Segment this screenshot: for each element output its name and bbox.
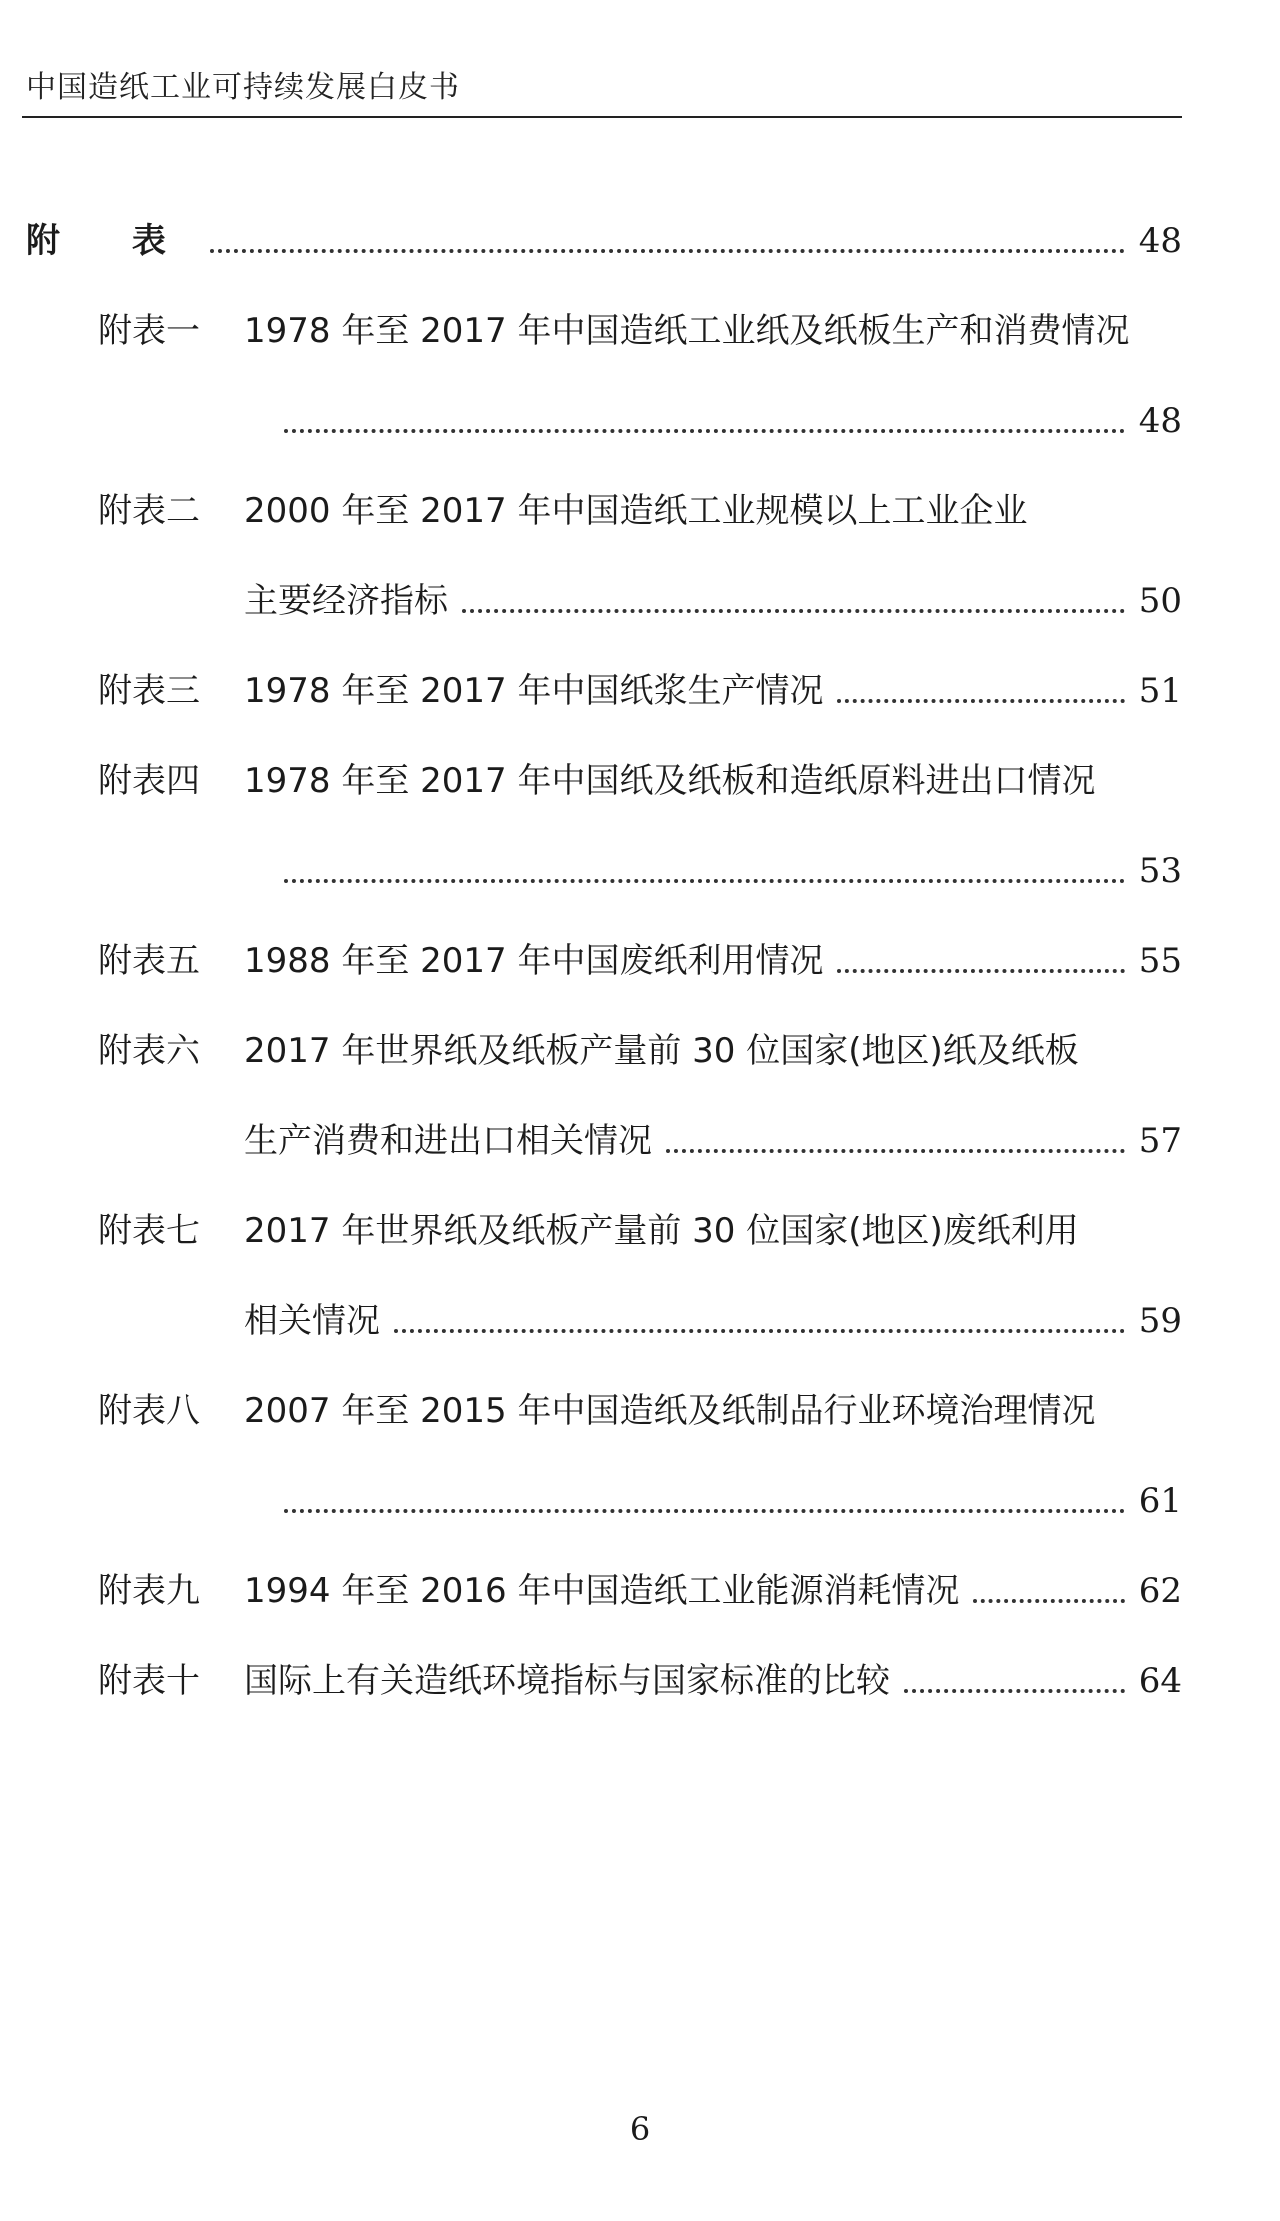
entry-6-line2[interactable] xyxy=(244,1116,1182,1166)
dot-leader xyxy=(904,1689,1125,1693)
section-page: 48 xyxy=(1138,221,1182,261)
entry-3-page: 51 xyxy=(1138,671,1182,711)
running-header-title: 中国造纸工业可持续发展白皮书 xyxy=(26,70,460,105)
entry-4-page: 53 xyxy=(1138,851,1182,891)
dot-leader xyxy=(973,1599,1124,1603)
entry-8-label: 附表八 xyxy=(98,1391,200,1431)
dot-leader xyxy=(284,1509,1125,1513)
entry-1-page: 48 xyxy=(1138,401,1182,441)
entry-9-label: 附表九 xyxy=(98,1571,200,1611)
dot-leader xyxy=(284,879,1125,883)
entry-6-page: 57 xyxy=(1138,1121,1182,1161)
entry-7-line1[interactable] xyxy=(244,1206,1182,1256)
entry-7-line2[interactable] xyxy=(244,1296,1182,1346)
page-number: 6 xyxy=(629,2110,651,2148)
entry-10-page: 64 xyxy=(1138,1661,1182,1701)
dot-leader xyxy=(837,969,1124,973)
entry-6-label: 附表六 xyxy=(98,1031,200,1071)
entry-9-title: 1994 年至 2016 年中国造纸工业能源消耗情况 xyxy=(244,1571,960,1611)
section-title: 附 表 xyxy=(26,221,196,261)
entry-6-title: 2017 年世界纸及纸板产量前 30 位国家(地区)纸及纸板 xyxy=(244,1031,1079,1071)
dot-leader xyxy=(666,1149,1125,1153)
entry-7-title: 2017 年世界纸及纸板产量前 30 位国家(地区)废纸利用 xyxy=(244,1211,1079,1251)
entry-7-page: 59 xyxy=(1138,1301,1182,1341)
entry-3-label: 附表三 xyxy=(98,671,200,711)
entry-6-title-cont: 生产消费和进出口相关情况 xyxy=(244,1121,652,1161)
entry-9-page: 62 xyxy=(1138,1571,1182,1611)
entry-8-leader-line[interactable] xyxy=(270,1476,1182,1526)
entry-8-line1[interactable] xyxy=(244,1386,1182,1436)
entry-5-label: 附表五 xyxy=(98,941,200,981)
entry-10-label: 附表十 xyxy=(98,1661,200,1701)
header-rule xyxy=(22,116,1182,118)
entry-2-line1[interactable] xyxy=(244,486,1182,536)
dot-leader xyxy=(210,249,1125,253)
entry-5-title: 1988 年至 2017 年中国废纸利用情况 xyxy=(244,941,824,981)
entry-6-line1[interactable] xyxy=(244,1026,1182,1076)
entry-3-line1[interactable] xyxy=(244,666,1182,716)
dot-leader xyxy=(284,429,1125,433)
entry-5-page: 55 xyxy=(1138,941,1182,981)
entry-2-title-cont: 主要经济指标 xyxy=(244,581,448,621)
entry-1-line1[interactable] xyxy=(244,306,1182,356)
entry-4-label: 附表四 xyxy=(98,761,200,801)
entry-4-title: 1978 年至 2017 年中国纸及纸板和造纸原料进出口情况 xyxy=(244,761,1096,801)
entry-8-page: 61 xyxy=(1138,1481,1182,1521)
entry-2-page: 50 xyxy=(1138,581,1182,621)
entry-7-title-cont: 相关情况 xyxy=(244,1301,380,1341)
entry-9-line1[interactable] xyxy=(244,1566,1182,1616)
entry-4-line1[interactable] xyxy=(244,756,1182,806)
entry-7-label: 附表七 xyxy=(98,1211,200,1251)
entry-10-title: 国际上有关造纸环境指标与国家标准的比较 xyxy=(244,1661,890,1701)
toc-section-appendix[interactable] xyxy=(26,216,1182,266)
entry-2-label: 附表二 xyxy=(98,491,200,531)
entry-4-leader-line[interactable] xyxy=(270,846,1182,896)
entry-2-title: 2000 年至 2017 年中国造纸工业规模以上工业企业 xyxy=(244,491,1028,531)
dot-leader xyxy=(837,699,1124,703)
entry-1-title: 1978 年至 2017 年中国造纸工业纸及纸板生产和消费情况 xyxy=(244,311,1130,351)
entry-1-label: 附表一 xyxy=(98,311,200,351)
dot-leader xyxy=(394,1329,1125,1333)
entry-10-line1[interactable] xyxy=(244,1656,1182,1706)
entry-3-title: 1978 年至 2017 年中国纸浆生产情况 xyxy=(244,671,824,711)
entry-8-title: 2007 年至 2015 年中国造纸及纸制品行业环境治理情况 xyxy=(244,1391,1096,1431)
entry-1-leader-line[interactable] xyxy=(270,396,1182,446)
dot-leader xyxy=(462,609,1125,613)
entry-5-line1[interactable] xyxy=(244,936,1182,986)
entry-2-line2[interactable] xyxy=(244,576,1182,626)
